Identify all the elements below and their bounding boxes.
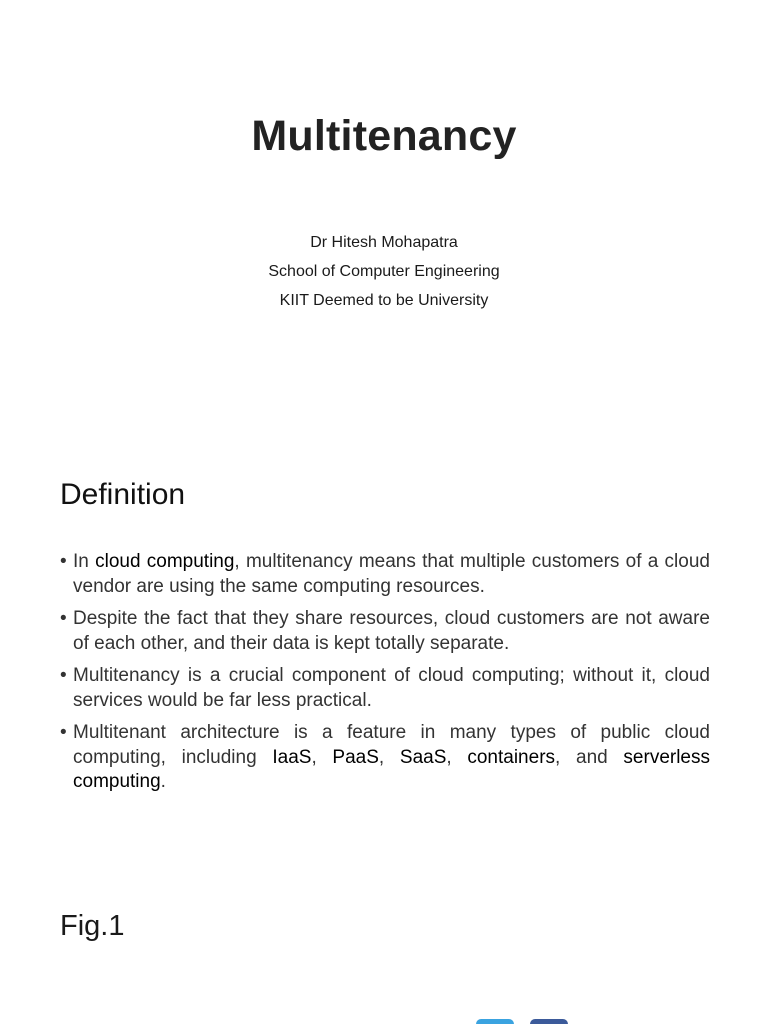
author-university: KIIT Deemed to be University xyxy=(279,292,489,309)
figure-label: Fig.1 xyxy=(60,910,125,942)
bullet-text: . xyxy=(160,771,166,792)
bullet-text: Despite the fact that they share resources, cloud customers are not aware of each other, and their data is kept totally separate. xyxy=(73,608,710,654)
bullet-text: Multitenant architecture is a feature in many types of public cloud computing, including xyxy=(73,722,710,768)
bullet-text: Multitenancy is a crucial component of cloud computing; without it, cloud services would be far less practical. xyxy=(73,665,710,711)
term-link-iaas[interactable]: IaaS xyxy=(272,746,312,768)
bullet-icon: • xyxy=(60,722,67,743)
page-title: Multitenancy xyxy=(251,112,517,160)
term-link-paas[interactable]: PaaS xyxy=(332,746,379,768)
bullet-icon: • xyxy=(60,551,67,572)
definition-list xyxy=(60,550,710,803)
author-name: Dr Hitesh Mohapatra xyxy=(310,234,458,251)
term-link-containers[interactable]: containers xyxy=(467,746,556,768)
author-department: School of Computer Engineering xyxy=(268,263,500,280)
term-link-cloud-computing[interactable]: cloud computing xyxy=(95,551,235,572)
list-item xyxy=(60,721,710,795)
bullet-text: In xyxy=(73,551,96,572)
twitter-icon[interactable] xyxy=(476,1019,514,1024)
bullet-text: , and xyxy=(555,746,624,768)
bullet-text: , xyxy=(311,746,333,768)
bullet-text: , xyxy=(446,746,468,768)
list-item xyxy=(60,607,710,656)
bullet-icon: • xyxy=(60,665,67,686)
bullet-text: , xyxy=(378,746,400,768)
bullet-text: , multitenancy means that multiple customers of a cloud vendor are using the same computing resources. xyxy=(73,551,710,597)
term-link-serverless-computing[interactable]: serverless computing xyxy=(73,746,710,792)
list-item xyxy=(60,664,710,713)
list-item xyxy=(60,550,710,599)
author-block xyxy=(0,228,768,315)
term-link-saas[interactable]: SaaS xyxy=(399,746,447,768)
bullet-icon: • xyxy=(60,608,67,629)
section-heading: Definition xyxy=(60,478,186,511)
facebook-icon[interactable] xyxy=(530,1019,568,1024)
